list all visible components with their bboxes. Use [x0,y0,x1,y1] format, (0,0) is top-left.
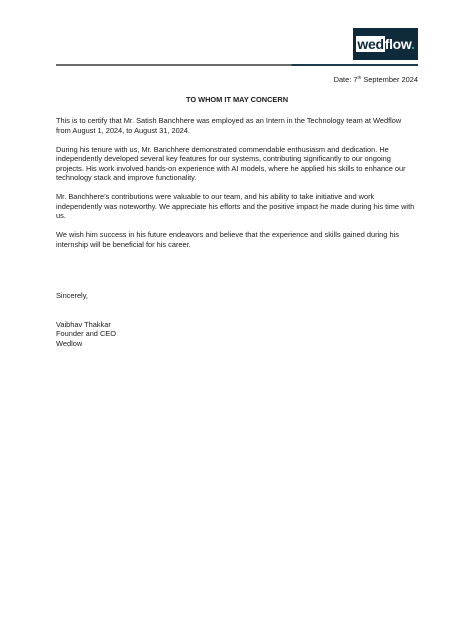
body-paragraph: This is to certify that Mr. Satish Banchhere was employed as an Intern in the Technology team at Wedflow from August 1, 2024, to August 31, 2024. [56,116,402,135]
signature-spacer [56,301,116,320]
letter-date [334,75,418,84]
letter-heading: TO WHOM IT MAY CONCERN [185,95,289,104]
signer-company: Wedlow [56,338,83,348]
date-ordinal: th [357,75,362,80]
logo-wordmark [356,37,414,51]
body-paragraph: During his tenure with us, Mr. Banchhere demonstrated commendable enthusiasm and dedication. He independently developed several key features for our systems, contributing significantly to our ongoing projects. His work involved hands-on experience with AI models, where he applied his skills to enhance our technology stack and improve functionality. [56,144,406,182]
logo-part-a: wed [357,36,384,52]
signature-block [56,291,116,348]
body-paragraph: We wish him success in his future endeavors and believe that the experience and skills gained during his internship will be beneficial for his career. [56,230,399,249]
logo-part-b: flow [384,36,411,52]
date-suffix: September 2024 [361,75,418,84]
body-paragraph: Mr. Banchhere’s contributions were valuable to our team, and his ability to take initiative and work independently was noteworthy. We appreciate his efforts and the positive impact he made during his time with us. [56,192,415,220]
wedflow-logo [353,28,418,60]
logo-dot: . [411,36,415,52]
signer-title: Founder and CEO [56,329,116,338]
closing-salutation: Sincerely, [56,291,88,300]
signer-name: Vaibhav Thakkar [56,319,111,329]
letter-body [56,116,418,259]
date-prefix: Date: 7 [333,75,358,84]
header-divider [56,64,418,66]
